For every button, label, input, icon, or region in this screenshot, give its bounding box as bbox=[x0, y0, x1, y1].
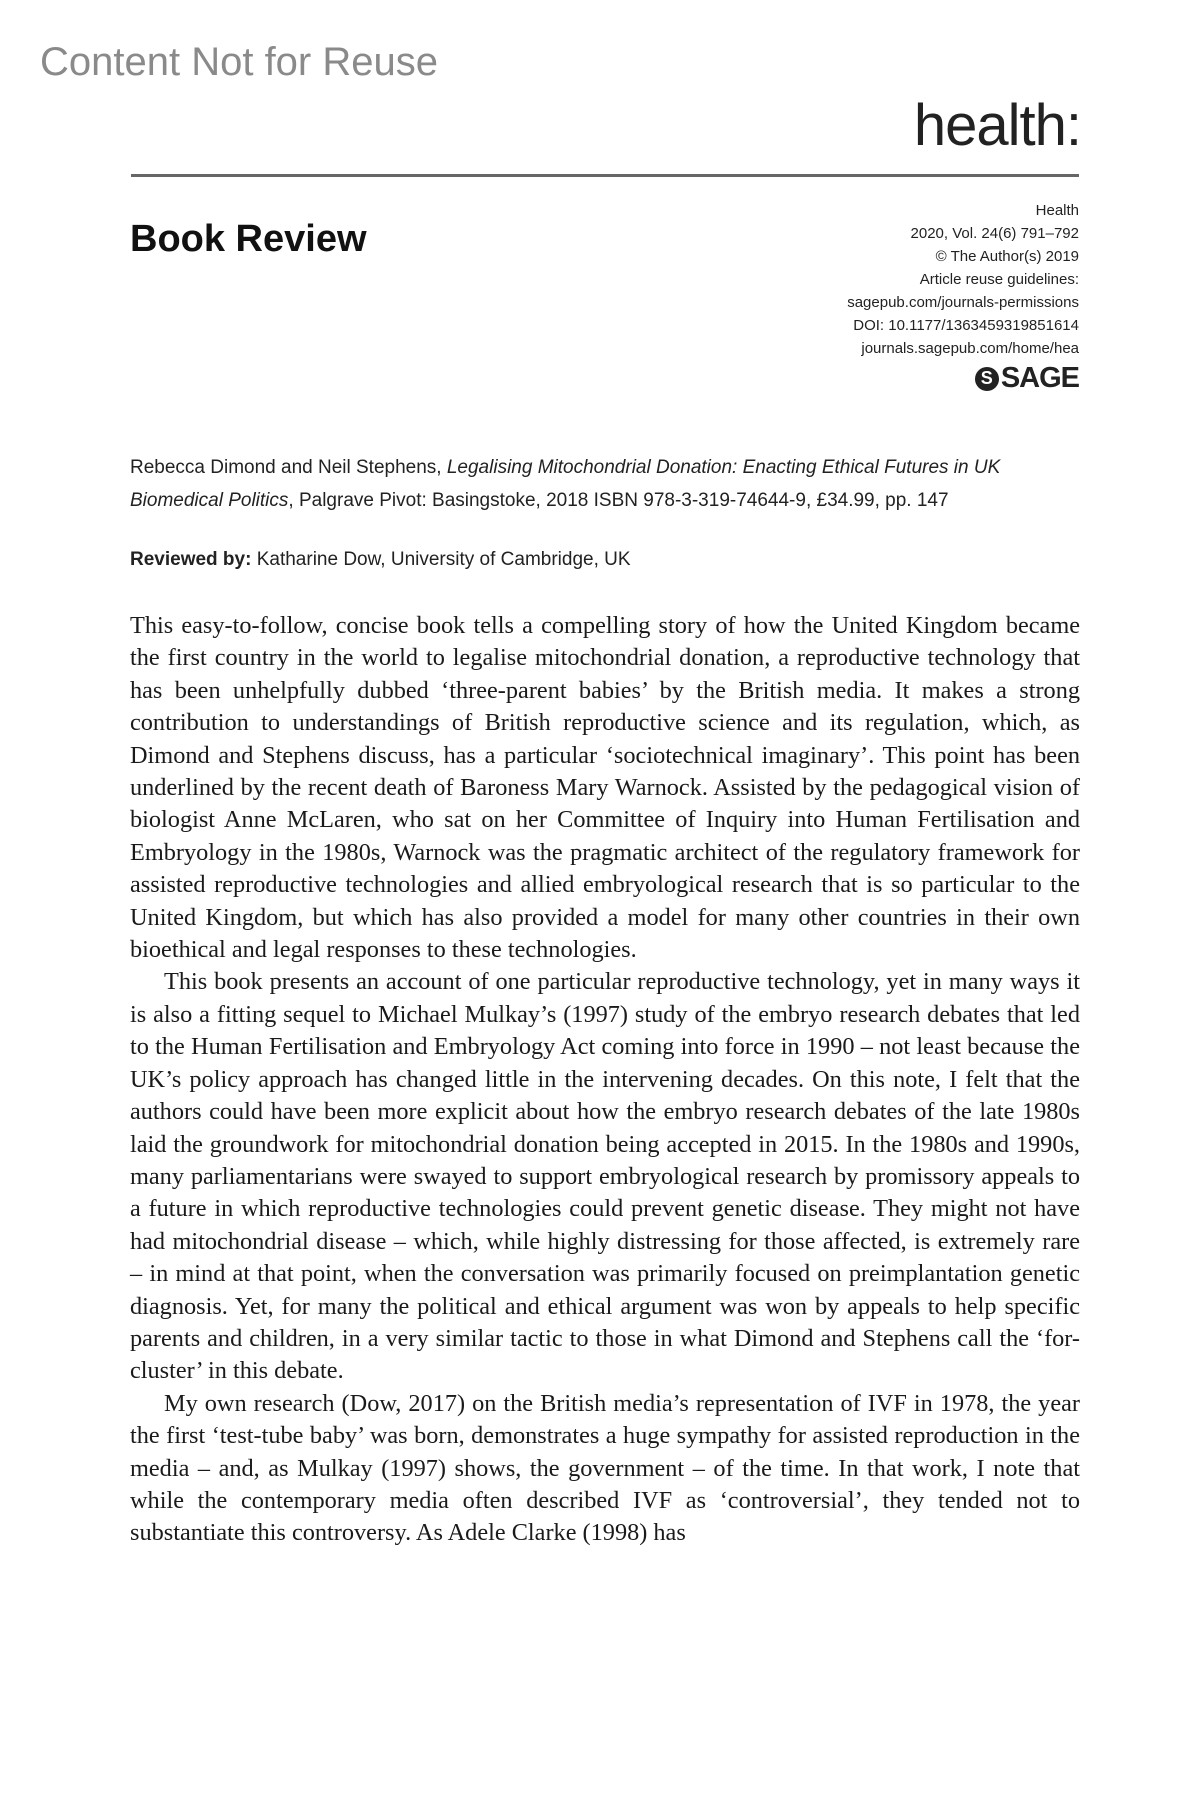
reuse-label: Article reuse guidelines: bbox=[919, 271, 1079, 288]
body-paragraph: My own research (Dow, 2017) on the British media’s representation of IVF in 1978, the year the first ‘test-tube baby’ was born, demonstrates a huge sympathy for assisted reproduction in the media – and, as Mulkay (1997) shows, the government – of the time. In that work, I note that while the contemporary media often described IVF as ‘controversial’, they tended not to substantiate this controversy. As Adele Clarke (1998) has bbox=[130, 1389, 1080, 1547]
book-authors: Rebecca Dimond and Neil Stephens, bbox=[130, 457, 447, 478]
publisher-name: SAGE bbox=[1000, 362, 1079, 394]
volume-info: 2020, Vol. 24(6) 791–792 bbox=[910, 225, 1079, 242]
section-title: Book Review bbox=[130, 218, 367, 260]
publisher-logo bbox=[975, 362, 1079, 395]
watermark-text: Content Not for Reuse bbox=[40, 40, 438, 84]
copyright-line: © The Author(s) 2019 bbox=[935, 248, 1079, 265]
journal-logo: health: bbox=[913, 93, 1081, 158]
journal-homepage-link[interactable]: journals.sagepub.com/home/hea bbox=[861, 340, 1079, 357]
doi-line[interactable]: DOI: 10.1177/1363459319851614 bbox=[853, 317, 1079, 334]
body-paragraph: This easy-to-follow, concise book tells a compelling story of how the United Kingdom became the first country in the world to legalise mitochondrial donation, a reproductive technology that has been unhelpfully dubbed ‘three-parent babies’ by the British media. It makes a strong contribution to understandings of British reproductive science and its regulation, which, as Dimond and Stephens discuss, has a particular ‘sociotechnical imaginary’. This point has been underlined by the recent death of Baroness Mary Warnock. Assisted by the pedagogical vision of biologist Anne McLaren, who sat on her Committee of Inquiry into Human Fertilisation and Embryology in the 1980s, Warnock was the pragmatic architect of the regulatory framework for assisted reproductive technologies and allied embryological research that is so particular to the United Kingdom, but which has also provided a model for many other countries in their own bioethical and legal responses to these technologies. bbox=[130, 612, 1080, 964]
article-metadata bbox=[847, 199, 1079, 360]
reviewer-label: Reviewed by: bbox=[130, 549, 252, 570]
body-paragraph: This book presents an account of one particular reproductive technology, yet in many ways it is also a fitting sequel to Michael Mulkay’s (1997) study of the embryo research debates that led to the Human Fertilisation and Embryology Act coming into force in 1990 – not least because the UK’s policy approach has changed little in the intervening decades. On this note, I felt that the authors could have been more explicit about how the embryo research debates of the late 1980s laid the groundwork for mitochondrial donation being accepted in 2015. In the 1980s and 1990s, many parliamentarians were swayed to support embryological research by promissory appeals to a future in which reproductive technologies could prevent genetic disease. They might not have had mitochondrial disease – which, while highly distressing for those affected, is extremely rare – in mind at that point, when the conversation was primarily focused on preimplantation genetic diagnosis. Yet, for many the political and ethical argument was won by appeals to help specific parents and children, in a very similar tactic to those in what Dimond and Stephens call the ‘for-cluster’ in this debate. bbox=[130, 968, 1080, 1385]
journal-name: Health bbox=[1035, 202, 1079, 219]
header-divider bbox=[131, 174, 1079, 177]
book-citation bbox=[130, 451, 1080, 517]
sage-logo-icon: S bbox=[975, 367, 999, 391]
book-publication-details: , Palgrave Pivot: Basingstoke, 2018 ISBN 978-3-319-74644-9, £34.99, pp. 147 bbox=[288, 490, 949, 511]
book-title: Legalising Mitochondrial Donation: Enacting Ethical Futures in UK Biomedical Politics bbox=[130, 457, 1001, 511]
permissions-link[interactable]: sagepub.com/journals-permissions bbox=[847, 294, 1079, 311]
reviewer-name: Katharine Dow, University of Cambridge, UK bbox=[251, 549, 631, 570]
review-body bbox=[130, 610, 1080, 1550]
reviewer-line bbox=[130, 549, 1080, 571]
